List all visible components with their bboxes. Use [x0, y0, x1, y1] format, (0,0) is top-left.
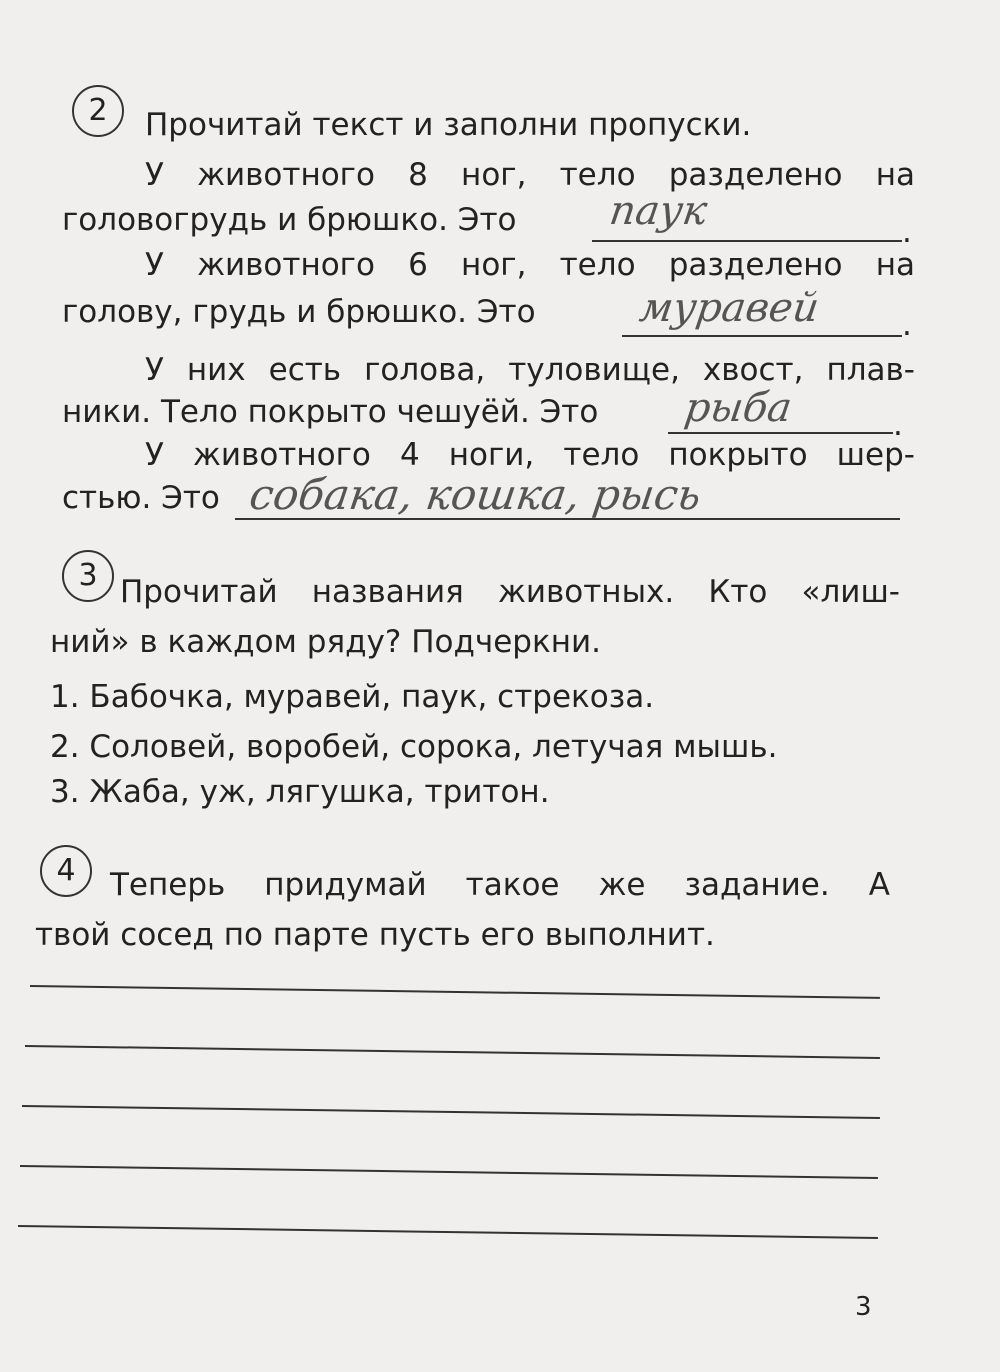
- word: разделено: [668, 157, 843, 193]
- page-number: 3: [855, 1292, 872, 1322]
- word: тело: [559, 247, 636, 283]
- writing-line: [22, 1105, 880, 1119]
- word: ног,: [461, 247, 527, 283]
- word: есть: [268, 352, 342, 388]
- word: «лиш-: [801, 574, 900, 610]
- word: задание.: [684, 867, 830, 903]
- word: голова,: [364, 352, 486, 388]
- task-2-p4-line2: стью. Это: [62, 480, 220, 516]
- word: хвост,: [702, 352, 804, 388]
- task-3-intro-line1: [120, 572, 900, 612]
- word: покрыто: [668, 437, 808, 473]
- task-2-p3-answer: рыба: [681, 385, 795, 431]
- word: 8: [408, 157, 428, 193]
- writing-line: [25, 1045, 880, 1059]
- task-2-number: 2: [72, 85, 124, 137]
- word: на: [875, 157, 915, 193]
- task-2-p3-line1: [145, 350, 915, 390]
- task-2-p2-line1: [145, 245, 915, 285]
- word: ног,: [461, 157, 527, 193]
- word: У: [145, 352, 164, 388]
- word: ноги,: [448, 437, 535, 473]
- task-3-row-1: 1. Бабочка, муравей, паук, стрекоза.: [50, 679, 655, 715]
- task-2-p1-line1: [145, 155, 915, 195]
- period: .: [893, 407, 903, 443]
- task-4-line2: твой сосед по парте пусть его выполнит.: [35, 917, 715, 953]
- word: животных.: [497, 574, 675, 610]
- word: животного: [197, 247, 375, 283]
- word: У: [145, 247, 164, 283]
- task-3-row-2: 2. Соловей, воробей, сорока, летучая мышь.: [50, 729, 778, 765]
- word: туловище,: [508, 352, 680, 388]
- task-2-p3-line2: ники. Тело покрыто чешуёй. Это: [62, 394, 599, 430]
- answer-line: [235, 518, 900, 520]
- task-4-number: 4: [40, 845, 92, 897]
- answer-line: [622, 335, 902, 337]
- word: же: [598, 867, 646, 903]
- answer-line: [592, 240, 902, 242]
- period: .: [902, 214, 912, 250]
- word: животного: [192, 437, 371, 473]
- word: Прочитай: [120, 574, 278, 610]
- task-2-p2-line2: голову, грудь и брюшко. Это: [62, 294, 536, 330]
- word: животного: [197, 157, 375, 193]
- word: шер-: [836, 437, 915, 473]
- word: такое: [465, 867, 560, 903]
- writing-line: [20, 1165, 878, 1179]
- word: них: [186, 352, 246, 388]
- task-3-number: 3: [62, 550, 114, 602]
- answer-line: [668, 432, 893, 434]
- word: У: [145, 157, 164, 193]
- word: разделено: [668, 247, 843, 283]
- task-2-p4-line1: [145, 435, 915, 475]
- word: названия: [311, 574, 464, 610]
- writing-line: [18, 1225, 878, 1239]
- writing-line: [30, 985, 880, 999]
- word: 6: [408, 247, 428, 283]
- word: Теперь: [110, 867, 226, 903]
- word: тело: [563, 437, 640, 473]
- task-2-p1-line2: головогрудь и брюшко. Это: [62, 202, 517, 238]
- word: А: [868, 867, 890, 903]
- word: У: [145, 437, 164, 473]
- word: плав-: [826, 352, 915, 388]
- task-4-line1: [110, 865, 890, 905]
- task-3-row-3: 3. Жаба, уж, лягушка, тритон.: [50, 774, 550, 810]
- task-3-intro-line2: ний» в каждом ряду? Подчеркни.: [50, 624, 601, 660]
- task-2-p2-answer: муравей: [636, 285, 822, 331]
- task-2-p4-answer: собака, кошка, рысь: [246, 470, 705, 519]
- period: .: [902, 307, 912, 343]
- word: тело: [559, 157, 636, 193]
- word: Кто: [708, 574, 768, 610]
- task-2-title: Прочитай текст и заполни пропуски.: [145, 107, 752, 143]
- word: придумай: [264, 867, 427, 903]
- word: 4: [399, 437, 420, 473]
- task-2-p1-answer: паук: [606, 188, 710, 234]
- word: на: [875, 247, 915, 283]
